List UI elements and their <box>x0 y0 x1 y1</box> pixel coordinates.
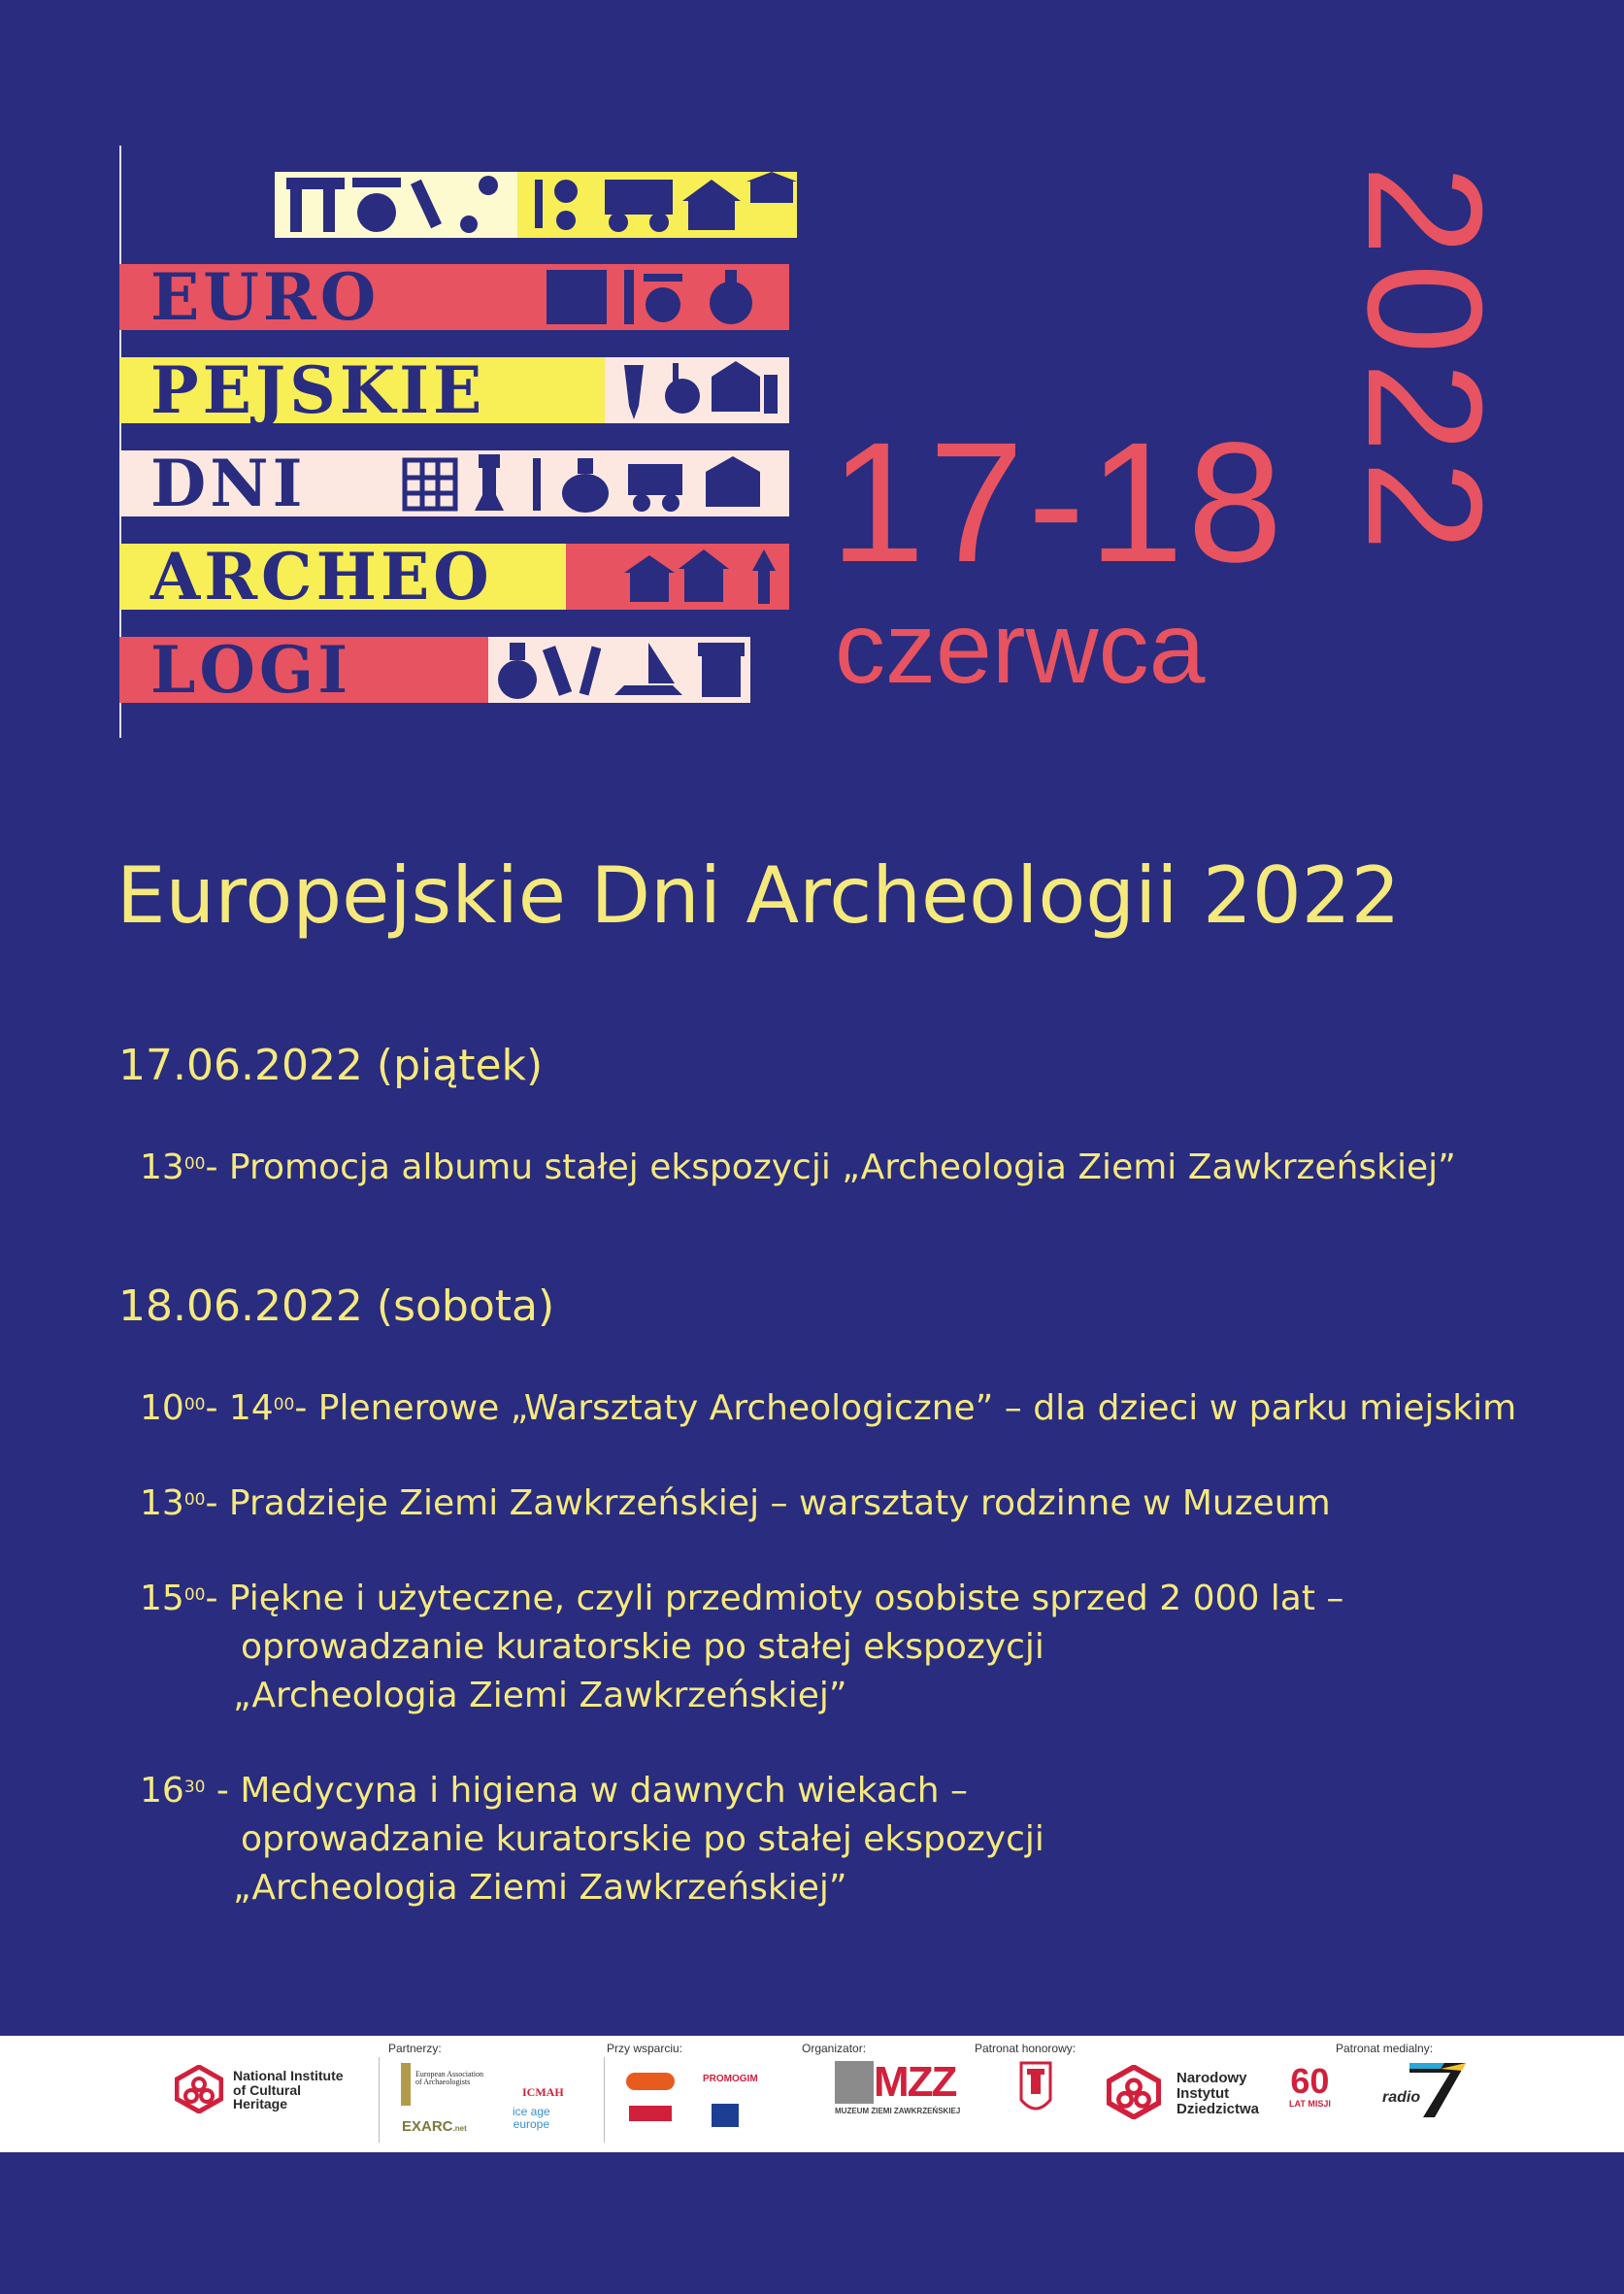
logo-row-art <box>275 172 797 238</box>
logo-row-dni <box>119 446 307 521</box>
event-item <box>140 1384 1516 1433</box>
caption-organizer: Organizator: <box>802 2042 867 2055</box>
logo-european-archaeology-days <box>119 146 799 738</box>
event-minutes: 30 <box>183 1778 206 1797</box>
event-end-minutes: 00 <box>273 1395 295 1414</box>
event-text: - Promocja albumu stałej ekspozycji „Archeologia Ziemi Zawkrzeńskiej” <box>205 1147 1456 1187</box>
exarc-name: EXARC <box>402 2118 453 2135</box>
caption-media: Patronat medialny: <box>1336 2042 1434 2055</box>
logo-word-archeo: ARCHEO <box>150 539 493 615</box>
event-text-line2: oprowadzanie kuratorskie po stałej ekspozycji <box>241 1819 1044 1859</box>
logo-row-pejskie <box>119 352 486 428</box>
event-item <box>140 1144 1456 1192</box>
eaa-line: of Archaeologists <box>415 2078 471 2087</box>
nich-name <box>233 2069 344 2111</box>
event-hour: 13 <box>140 1147 184 1187</box>
caption-support: Przy wsparciu: <box>607 2042 683 2055</box>
eaa-logo-icon <box>401 2063 411 2106</box>
nid-line: Dziedzictwa <box>1177 2100 1260 2117</box>
event-item <box>140 1767 1044 1912</box>
logo-row-archeo <box>119 539 493 615</box>
event-minutes: 00 <box>183 1395 206 1414</box>
logo-row-pictograms <box>275 172 797 238</box>
nich-logo-icon <box>175 2065 223 2113</box>
radio-word: radio <box>1382 2089 1421 2106</box>
event-text: - Plenerowe „Warsztaty Archeologiczne” – dla dzieci w parku miejskim <box>294 1388 1517 1428</box>
event-text: - Medycyna i higiena w dawnych wiekach – <box>205 1771 969 1811</box>
event-days: 17-18 <box>830 408 1287 598</box>
caption-honorary: Patronat honorowy: <box>975 2042 1077 2055</box>
nich-line: of Cultural <box>233 2081 301 2098</box>
page-title: Europejskie Dni Archeologii 2022 <box>116 850 1401 941</box>
exarc-tld: .net <box>452 2124 467 2133</box>
nid-line: Narodowy <box>1177 2070 1247 2086</box>
sixty-caption: LAT MISJI <box>1289 2098 1331 2109</box>
nid-logo-icon <box>1107 2065 1161 2119</box>
event-text: - Pradzieje Ziemi Zawkrzeńskiej – warsztaty rodzinne w Muzeum <box>205 1483 1331 1523</box>
logo-word-pejskie: PEJSKIE <box>150 352 486 428</box>
mzz-caption: MUZEUM ZIEMI ZAWKRZEŃSKIEJ <box>835 2107 961 2115</box>
eaa-line: European Association <box>415 2070 483 2078</box>
ice-age-line: europe <box>513 2116 550 2131</box>
logo-row-euro <box>119 259 381 335</box>
event-month: czerwca <box>835 592 1206 705</box>
mzz-mark <box>835 2061 874 2104</box>
event-minutes: 00 <box>183 1154 206 1174</box>
event-hour: 13 <box>140 1483 184 1523</box>
crest-icon <box>1019 2061 1052 2119</box>
nich-line: National Institute <box>233 2068 344 2083</box>
sponsor-logo <box>626 2073 675 2090</box>
event-hour: 10 <box>140 1388 184 1428</box>
caption-partners: Partnerzy: <box>388 2042 442 2055</box>
nid-name <box>1177 2071 1259 2116</box>
eaa-name <box>415 2071 483 2087</box>
event-hour: 16 <box>140 1771 184 1811</box>
sponsor-logo <box>629 2106 672 2121</box>
day-heading-saturday: 18.06.2022 (sobota) <box>118 1281 555 1331</box>
day-heading-friday: 17.06.2022 (piątek) <box>118 1041 544 1090</box>
divider <box>379 2057 380 2143</box>
logo-word-euro: EURO <box>150 259 381 335</box>
event-minutes: 00 <box>183 1585 206 1605</box>
mzz-letters: MZZ <box>874 2058 956 2106</box>
divider <box>604 2057 605 2143</box>
event-text-line3: „Archeologia Ziemi Zawkrzeńskiej” <box>233 1868 847 1908</box>
logo-word-dni: DNI <box>150 446 307 521</box>
event-hour: 15 <box>140 1579 184 1618</box>
event-text-line3: „Archeologia Ziemi Zawkrzeńskiej” <box>233 1676 847 1715</box>
sponsor-logo <box>712 2104 739 2127</box>
logo-row-logi <box>119 632 352 708</box>
nich-line: Heritage <box>233 2096 288 2112</box>
sponsor-footer <box>0 2036 1624 2152</box>
ice-age-europe-logo <box>513 2106 550 2130</box>
event-minutes: 00 <box>183 1490 206 1510</box>
promogim-logo: PROMOGIM <box>703 2074 758 2084</box>
icmah-logo: ICMAH <box>522 2085 564 2099</box>
nid-line: Instytut <box>1177 2084 1230 2102</box>
event-item <box>140 1575 1343 1720</box>
sixty-years-logo <box>1289 2063 1331 2109</box>
event-item <box>140 1479 1331 1528</box>
event-year: 2022 <box>1334 165 1516 559</box>
logo-word-logi: LOGI <box>150 632 352 708</box>
event-text-line2: oprowadzanie kuratorskie po stałej ekspozycji <box>241 1627 1044 1667</box>
ice-age-line: ice age <box>513 2105 550 2118</box>
radio7-mark-icon <box>1406 2059 1470 2121</box>
exarc-logo <box>402 2119 467 2135</box>
event-end-hour: - 14 <box>205 1388 274 1428</box>
event-text: - Piękne i użyteczne, czyli przedmioty osobiste sprzed 2 000 lat – <box>205 1579 1344 1618</box>
mzz-logo <box>835 2058 961 2115</box>
sixty-number: 60 <box>1290 2061 1330 2101</box>
